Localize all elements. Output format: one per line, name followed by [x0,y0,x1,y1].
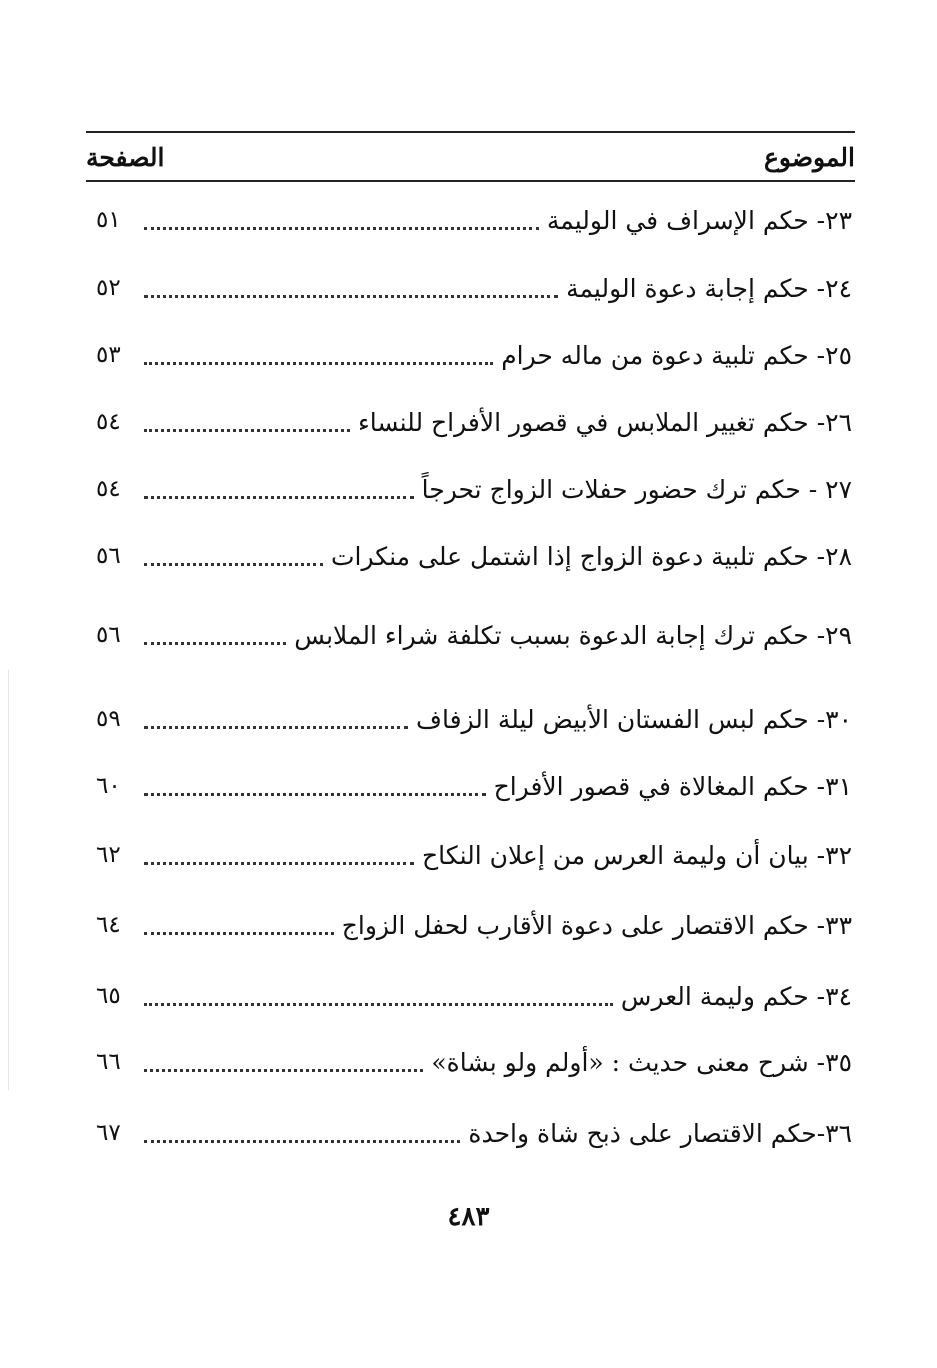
header-rule [86,180,855,182]
toc-entry-page: ٥٤ [96,409,121,435]
toc-entry-page: ٥٦ [96,622,121,648]
toc-entry-title: ٢٣- حكم الإسراف في الوليمة [546,205,852,235]
leader-dots [144,362,493,365]
toc-entry [96,760,852,812]
toc-entry [96,329,852,381]
toc-entry [96,970,852,1022]
toc-entry [96,693,852,745]
leader-dots [144,429,350,432]
topic-column-label: الموضوع [764,142,855,172]
toc-entry [96,262,852,314]
leader-dots [144,563,323,566]
toc-entry-page: ٥٤ [96,476,121,502]
leader-dots [144,1140,460,1143]
toc-entry-page: ٥١ [96,207,121,233]
scan-margin-shadow [8,670,9,1090]
toc-entry [96,194,852,246]
toc-entry-page: ٦٠ [96,773,121,799]
leader-dots [144,1003,613,1006]
toc-entry-page: ٥٣ [96,342,121,368]
toc-entry [96,463,852,515]
page-number: ٤٨٣ [447,1202,490,1232]
toc-entry-title: ٢٧ - حكم ترك حضور حفلات الزواج تحرجاً [421,474,852,504]
toc-header [86,136,855,178]
leader-dots [144,227,539,230]
top-rule [86,131,855,133]
toc-entry [96,609,852,661]
toc-entry-title: ٢٨- حكم تلبية دعوة الزواج إذا اشتمل على منكرات [331,541,852,571]
toc-entry-title: ٣٤- حكم وليمة العرس [620,981,852,1011]
toc-entry-title: ٣٢- بيان أن وليمة العرس من إعلان النكاح [422,840,852,870]
toc-entry-page: ٥٩ [96,706,121,732]
toc-entry-title: ٣٦-حكم الاقتصار على ذبح شاة واحدة [468,1118,852,1148]
toc-entry-title: ٣١- حكم المغالاة في قصور الأفراح [493,771,852,801]
toc-entry-title: ٢٤- حكم إجابة دعوة الوليمة [566,273,852,303]
toc-entry-page: ٦٥ [96,983,121,1009]
toc-entry-page: ٦٧ [96,1120,121,1146]
leader-dots [144,642,286,645]
toc-entry [96,1036,852,1088]
toc-entry [96,530,852,582]
leader-dots [144,496,414,499]
toc-entry-page: ٦٦ [96,1049,121,1075]
leader-dots [144,295,558,298]
leader-dots [144,793,486,796]
toc-entry-title: ٣٥- شرح معنى حديث : «أولم ولو بشاة» [431,1047,852,1077]
toc-entry-title: ٣٣- حكم الاقتصار على دعوة الأقارب لحفل الزواج [341,910,852,940]
toc-entry-page: ٥٢ [96,275,121,301]
toc-entry [96,1107,852,1159]
toc-entry-page: ٦٢ [96,842,121,868]
toc-entry-title: ٢٥- حكم تلبية دعوة من ماله حرام [501,340,852,370]
leader-dots [144,726,408,729]
page-column-label: الصفحة [86,142,165,172]
leader-dots [144,862,414,865]
leader-dots [144,932,334,935]
toc-entry [96,899,852,951]
toc-entry-title: ٣٠- حكم لبس الفستان الأبيض ليلة الزفاف [416,704,852,734]
toc-entry-page: ٥٦ [96,543,121,569]
toc-entry [96,396,852,448]
toc-entry-title: ٢٩- حكم ترك إجابة الدعوة بسبب تكلفة شراء الملابس [294,620,852,650]
toc-entry [96,829,852,881]
toc-entry-page: ٦٤ [96,912,121,938]
leader-dots [144,1069,423,1072]
toc-entry-title: ٢٦- حكم تغيير الملابس في قصور الأفراح للنساء [357,407,852,437]
